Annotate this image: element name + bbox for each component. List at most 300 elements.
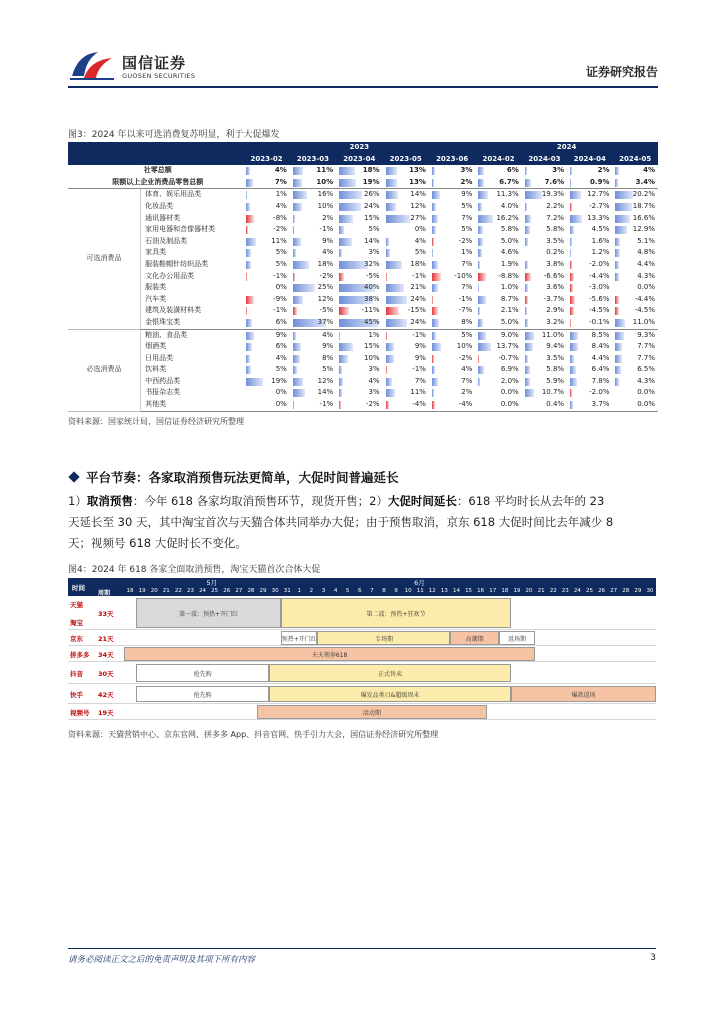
day-label: 1 [297,588,302,594]
value-bar [432,343,441,351]
row-label: 服装类 [145,283,167,292]
value-bar [525,366,530,374]
value-bar [246,249,250,257]
value-bar [570,343,577,351]
value-cell: 10% [290,177,336,189]
value-bar [339,401,341,409]
value-cell: 16.6% [612,213,658,225]
day-label: 28 [247,588,255,594]
value-bar [478,238,482,246]
value-cell: 4% [243,353,289,365]
table-row [68,364,658,376]
guosen-logo-icon [68,48,116,82]
value-cell: -15% [383,305,429,317]
value-bar [339,226,343,234]
value-bar [615,238,620,246]
value-bar [293,249,297,257]
table-row [68,341,658,353]
value-bar [293,273,295,281]
report-type: 证券研究报告 [585,65,658,79]
value-bar [432,296,433,304]
value-cell: 11.0% [612,317,658,329]
value-cell: 9.0% [475,329,521,341]
value-cell: 4.5% [567,224,612,236]
fig3-source: 资料来源：国家统计局，国信证券经济研究所整理 [68,417,244,426]
value-cell: -8.8% [475,271,521,283]
value-cell: -2% [243,224,289,236]
value-cell: 12.9% [612,224,658,236]
day-label: 25 [585,588,593,594]
value-bar [339,179,356,187]
value-bar [615,215,630,223]
value-cell: 7% [429,213,475,225]
value-cell: 8% [290,353,336,365]
value-bar [386,191,398,199]
value-cell: 11.3% [475,189,521,201]
value-cell: 8% [429,317,475,329]
value-cell: 14% [383,189,429,201]
value-bar [246,378,263,386]
value-bar [246,261,250,269]
table-row [68,165,658,177]
value-cell: 0.9% [567,177,612,189]
value-cell: 9% [290,341,336,353]
value-cell: 18.7% [612,201,658,213]
value-bar [432,273,441,281]
value-cell: -2.0% [567,387,612,399]
value-bar [386,389,396,397]
paragraph-line: 天延长至 30 天，其中淘宝首次与天猫合体共同举办大促；由于预售取消，京东 618 大促时间比去年减少 8 [68,515,614,529]
value-cell: 7% [429,376,475,388]
value-bar [339,366,342,374]
value-cell: 1.2% [567,247,612,259]
value-bar [246,179,252,187]
value-bar [293,179,302,187]
month-header: 2023-05 [383,154,429,166]
value-cell: 10% [290,201,336,213]
phase-bar: 天天领券618 [124,647,535,661]
section-paragraph [68,491,658,554]
row-label: 家具类 [145,248,167,257]
row-label: 化妆品类 [145,201,174,210]
month-header: 2023-02 [243,154,289,166]
value-cell: 5.0% [475,236,521,248]
value-cell: 13% [383,165,429,177]
value-cell: 5.1% [612,236,658,248]
platform-days: 19天 [98,709,114,717]
value-bar [293,332,297,340]
phase-bar: 高潮期 [450,631,498,645]
value-cell: 0.0% [475,399,521,411]
value-bar [615,332,623,340]
value-cell: -8% [243,213,289,225]
value-bar [478,203,482,211]
value-bar [432,179,434,187]
value-bar [432,332,436,340]
value-bar [525,238,528,246]
value-cell: 6.4% [567,364,612,376]
value-bar [386,284,405,292]
value-bar [478,249,482,257]
value-bar [615,167,619,175]
value-cell: 3.2% [522,317,567,329]
phase-bar: 第一波：预热+开门红 [136,598,281,628]
value-cell: 12.7% [567,189,612,201]
day-label: 12 [428,588,436,594]
value-bar [570,296,575,304]
table-row [68,317,658,329]
value-bar [293,401,294,409]
value-cell: -2.0% [567,259,612,271]
value-cell: 9% [383,353,429,365]
value-cell: 0.4% [522,399,567,411]
value-cell: 0.0% [500,388,519,397]
value-bar [615,203,632,211]
value-bar [386,332,387,340]
value-bar [246,343,251,351]
day-label: 29 [259,588,267,594]
value-cell: 0.2% [546,248,565,257]
value-cell: -4.5% [567,305,612,317]
value-bar [246,167,250,175]
table-row [68,305,658,317]
value-bar [478,319,482,327]
value-bar [432,226,436,234]
value-bar [525,203,527,211]
table-row [68,399,658,411]
value-bar [570,203,572,211]
value-cell: -10% [429,271,475,283]
value-cell: 1.9% [475,259,521,271]
value-cell: 20.2% [612,189,658,201]
value-cell: 45% [336,317,382,329]
row-label: 烟酒类 [145,342,167,351]
value-cell: 5.8% [475,224,521,236]
value-cell: 6.7% [475,177,521,189]
value-cell: -4% [383,399,429,411]
value-bar [339,167,355,175]
value-bar [478,226,483,234]
value-cell: 5% [429,201,475,213]
platform-name: 天猫 [70,601,83,609]
value-bar [246,366,250,374]
value-cell: 3.7% [567,399,612,411]
value-bar [525,261,528,269]
value-cell: 5.8% [522,364,567,376]
day-label: 9 [394,588,398,594]
value-bar [615,366,621,374]
value-cell: 7.8% [567,376,612,388]
value-bar [615,319,625,327]
value-cell: 6.5% [612,364,658,376]
value-cell: 7.7% [612,353,658,365]
value-bar [339,249,342,257]
row-label: 其他类 [141,399,244,411]
value-bar [615,273,619,281]
day-label: 26 [223,588,231,594]
value-bar [246,238,256,246]
value-cell: 24% [383,294,429,306]
day-label: 24 [573,588,581,594]
value-cell: 13.7% [475,341,521,353]
value-bar [246,191,247,199]
value-cell: -0.7% [498,353,519,362]
value-cell: -4.4% [567,271,612,283]
day-label: 20 [525,588,533,594]
fig3-month-row [68,154,658,166]
value-cell: 4% [429,364,475,376]
value-cell: 7% [243,177,289,189]
fig3-table [68,142,658,412]
day-label: 11 [416,588,424,594]
year-2024: 2024 [475,142,658,154]
value-bar [570,284,573,292]
day-label: 22 [174,588,182,594]
value-bar [478,167,483,175]
table-row [68,294,658,306]
value-bar [525,296,528,304]
value-cell: 9% [290,236,336,248]
value-bar [432,355,434,363]
value-cell: -1% [412,330,426,339]
value-cell: 5.8% [522,224,567,236]
value-bar [339,378,343,386]
value-cell: 0% [414,225,426,234]
row-label: 日用品类 [145,353,174,362]
value-cell: 9.3% [612,329,658,341]
value-cell: 0.0% [612,399,658,411]
day-label: 23 [561,588,569,594]
value-cell: -4.5% [612,305,658,317]
value-cell: 10.7% [522,387,567,399]
value-bar [432,401,436,409]
value-bar [432,203,436,211]
col-period: 周期 [98,590,111,597]
value-bar [293,226,294,234]
value-cell: 5% [243,247,289,259]
value-bar [246,307,247,315]
value-cell: 4% [290,247,336,259]
value-cell: -7% [429,305,475,317]
value-cell: -1% [412,271,426,280]
value-cell: 3% [522,165,567,177]
value-cell: -3.0% [567,282,612,294]
value-bar [386,203,397,211]
value-cell: -5.6% [567,294,612,306]
value-cell: 24% [336,201,382,213]
value-cell: -2% [290,271,336,283]
value-bar [432,249,433,257]
value-bar [293,238,301,246]
value-bar [339,191,362,199]
value-cell: -1% [458,294,473,303]
month-may: 5月 [206,579,218,587]
value-cell: 14% [336,236,382,248]
value-bar [386,249,390,257]
value-cell: 11% [290,165,336,177]
value-bar [525,167,528,175]
table-row [68,259,658,271]
value-cell: 4% [243,201,289,213]
month-header: 2024-05 [612,154,658,166]
value-cell: 2% [429,387,475,399]
table-row [68,213,658,225]
value-bar [525,226,530,234]
phase-bar: 抢先购 [136,686,269,702]
value-cell: 6% [243,317,289,329]
value-cell: 32% [336,259,382,271]
value-bar [432,284,438,292]
value-bar [615,226,626,234]
value-bar [339,332,340,340]
table-row [68,247,658,259]
value-cell: 4% [383,236,429,248]
header [68,46,658,86]
value-cell: 9% [429,189,475,201]
value-cell: 3.4% [612,177,658,189]
day-label: 16 [477,588,485,594]
value-cell: 7% [429,259,475,271]
platform-days: 42天 [98,691,114,699]
day-label: 24 [199,588,207,594]
value-bar [525,307,528,315]
value-bar [570,238,571,246]
value-cell: 7.2% [522,213,567,225]
platform-days: 30天 [98,670,114,678]
value-bar [525,215,531,223]
value-cell: -3.7% [522,294,567,306]
value-cell: -2% [429,353,475,365]
value-bar [432,307,438,315]
value-cell: 11.0% [522,329,567,341]
day-label: 31 [283,588,291,594]
row-label: 通讯器材类 [145,213,181,222]
value-bar [570,249,571,257]
value-cell: 12% [290,376,336,388]
month-header: 2023-03 [290,154,336,166]
value-bar [246,226,248,234]
value-cell: -5% [336,271,382,283]
value-cell: 5% [429,329,475,341]
value-bar [525,319,528,327]
day-label: 13 [440,588,448,594]
value-bar [615,307,619,315]
value-bar [432,389,434,397]
day-label: 3 [321,588,326,594]
value-cell: 13% [383,177,429,189]
value-bar [478,191,488,199]
value-cell: -1% [273,306,287,315]
value-bar [246,215,253,223]
value-bar [432,366,436,374]
value-bar [386,319,407,327]
value-bar [339,389,342,397]
value-bar [615,261,619,269]
row-label: 文化办公用品类 [145,271,195,280]
value-cell: 4.4% [612,259,658,271]
phase-bar: 爆款返场 [511,686,656,702]
row-label: 金银珠宝类 [141,317,244,329]
value-cell: 12% [383,201,429,213]
value-bar [246,332,254,340]
value-bar [478,273,486,281]
value-bar [570,355,574,363]
value-cell: 4% [243,165,289,177]
value-cell: 16.2% [475,213,521,225]
value-bar [525,191,542,199]
value-cell: 10% [336,353,382,365]
value-cell: 2% [567,165,612,177]
value-bar [525,332,535,340]
value-cell: 3.5% [522,353,567,365]
value-cell: 38% [336,294,382,306]
value-cell: 19.3% [522,189,567,201]
value-bar [478,332,486,340]
value-bar [570,332,578,340]
value-cell: -11% [336,305,382,317]
phase-bar: 专场期 [317,631,450,645]
value-bar [478,284,479,292]
value-cell: -4.4% [612,294,658,306]
value-cell: 18% [383,259,429,271]
row-label: 饮料类 [145,365,167,374]
value-bar [525,343,533,351]
page-number: 3 [650,953,656,963]
day-label: 21 [162,588,170,594]
value-bar [615,249,619,257]
value-bar [293,191,307,199]
fig4-source: 资料来源：天猫营销中心、京东官网、拼多多 App、抖音官网、快手引力大会，国信证券经济研究所整理 [68,730,439,739]
value-cell: -1% [319,225,334,234]
value-bar [246,203,250,211]
value-bar [570,191,581,199]
value-bar [478,378,480,386]
value-bar [525,389,535,397]
value-cell: 7% [429,282,475,294]
value-cell: -1% [412,365,426,374]
day-label: 14 [452,588,460,594]
day-label: 15 [465,588,473,594]
value-cell: 1% [368,330,380,339]
value-cell: -2% [336,399,382,411]
phase-bar: 活动期 [257,705,487,719]
value-bar [293,284,315,292]
value-bar [386,307,399,315]
value-cell: 9.4% [522,341,567,353]
value-bar [246,296,254,304]
day-label: 18 [501,588,509,594]
value-cell: 9% [243,329,289,341]
value-bar [386,167,398,175]
value-cell: 1% [461,248,473,257]
section-heading: 平台节奏：各家取消预售玩法更简单，大促时间普遍延长 [86,470,399,485]
phase-bar: 返场期 [499,631,535,645]
value-bar [339,355,348,363]
value-cell: 6% [243,341,289,353]
day-label: 26 [598,588,606,594]
row-label: 汽车类 [145,294,167,303]
value-cell: 18% [290,259,336,271]
month-header: 2023-06 [429,154,475,166]
value-bar [293,167,303,175]
value-bar [615,355,622,363]
day-label: 2 [309,588,314,594]
platform-name: 拼多多 [70,651,90,659]
group-label: 可选消费品 [68,189,141,329]
day-label: 8 [382,588,386,594]
value-bar [615,343,622,351]
day-label: 4 [333,588,338,594]
